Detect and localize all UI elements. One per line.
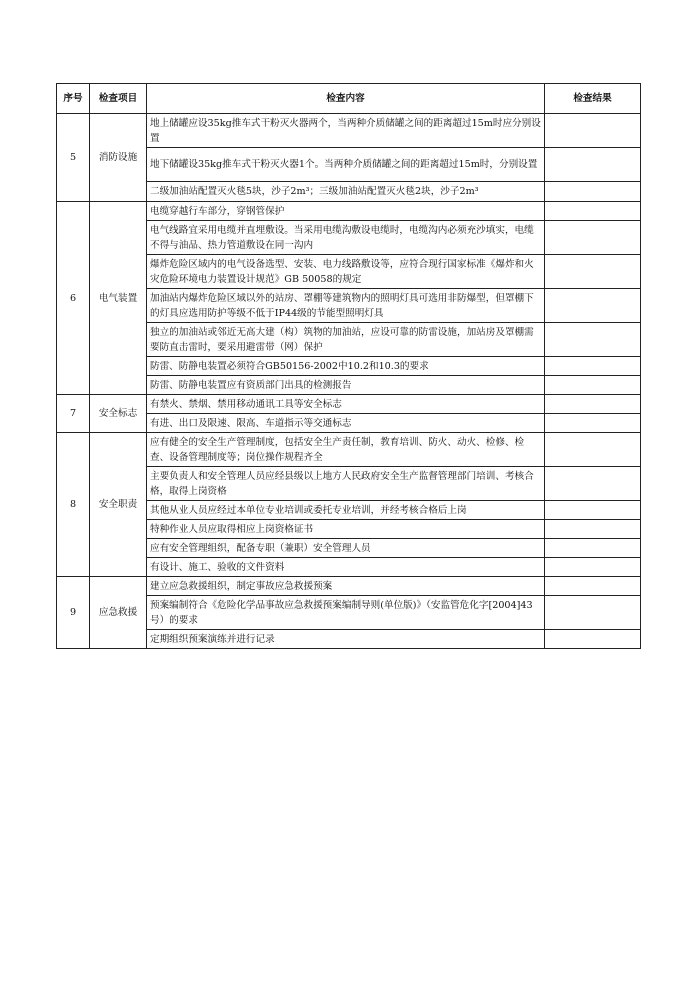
table-row (57, 395, 641, 414)
row-number: 8 (57, 433, 90, 577)
inspection-result-cell[interactable] (545, 433, 641, 467)
inspection-content: 电缆穿越行车部分，穿钢管保护 (147, 202, 545, 221)
row-number: 6 (57, 202, 90, 395)
inspection-item: 电气装置 (90, 202, 147, 395)
inspection-content: 电气线路宜采用电缆并直埋敷设。当采用电缆沟敷设电缆时，电缆沟内必须充沙填实，电缆不得与油品、热力管道敷设在同一沟内 (147, 221, 545, 255)
inspection-item: 应急救援 (90, 577, 147, 649)
header-num: 序号 (57, 84, 90, 114)
inspection-result-cell[interactable] (545, 630, 641, 649)
header-result: 检查结果 (545, 84, 641, 114)
inspection-result-cell[interactable] (545, 596, 641, 630)
inspection-result-cell[interactable] (545, 114, 641, 148)
table-row (57, 202, 641, 221)
inspection-result-cell[interactable] (545, 577, 641, 596)
inspection-content: 独立的加油站或邻近无高大建（构）筑物的加油站，应设可靠的防雷设施，加站房及罩棚需要防直击雷时，要采用避雷带（网）保护 (147, 323, 545, 357)
header-content: 检查内容 (147, 84, 545, 114)
inspection-result-cell[interactable] (545, 323, 641, 357)
inspection-content: 有禁火、禁烟、禁用移动通讯工具等安全标志 (147, 395, 545, 414)
inspection-result-cell[interactable] (545, 255, 641, 289)
row-number: 7 (57, 395, 90, 433)
inspection-result-cell[interactable] (545, 501, 641, 520)
inspection-item: 消防设施 (90, 114, 147, 202)
inspection-content: 其他从业人员应经过本单位专业培训或委托专业培训，并经考核合格后上岗 (147, 501, 545, 520)
header-row (57, 84, 641, 114)
inspection-content: 应有健全的安全生产管理制度，包括安全生产责任制，教育培训、防火、动火、检修、检查、设备管理制度等；岗位操作规程齐全 (147, 433, 545, 467)
inspection-content: 地上储罐应设35kg推车式干粉灭火器两个，当两种介质储罐之间的距离超过15m时应分别设置 (147, 114, 545, 148)
inspection-table (56, 83, 641, 649)
inspection-result-cell[interactable] (545, 395, 641, 414)
row-number: 5 (57, 114, 90, 202)
row-number: 9 (57, 577, 90, 649)
inspection-content: 防雷、防静电装置应有资质部门出具的检测报告 (147, 376, 545, 395)
header-item: 检查项目 (90, 84, 147, 114)
inspection-content: 建立应急救援组织，制定事故应急救援预案 (147, 577, 545, 596)
table-row (57, 577, 641, 596)
inspection-content: 防雷、防静电装置必须符合GB50156-2002中10.2和10.3的要求 (147, 357, 545, 376)
inspection-content: 预案编制符合《危险化学品事故应急救援预案编制导则(单位版)》（安监管危化字[2004]43号）的要求 (147, 596, 545, 630)
inspection-result-cell[interactable] (545, 520, 641, 539)
inspection-content: 有设计、施工、验收的文件资料 (147, 558, 545, 577)
inspection-result-cell[interactable] (545, 376, 641, 395)
inspection-result-cell[interactable] (545, 414, 641, 433)
inspection-result-cell[interactable] (545, 182, 641, 202)
inspection-content: 主要负责人和安全管理人员应经县级以上地方人民政府安全生产监督管理部门培训、考核合格，取得上岗资格 (147, 467, 545, 501)
inspection-result-cell[interactable] (545, 148, 641, 182)
table-body (57, 114, 641, 649)
inspection-item: 安全职责 (90, 433, 147, 577)
table-row (57, 114, 641, 148)
inspection-result-cell[interactable] (545, 202, 641, 221)
inspection-content: 特种作业人员应取得相应上岗资格证书 (147, 520, 545, 539)
inspection-content: 定期组织预案演练并进行记录 (147, 630, 545, 649)
inspection-result-cell[interactable] (545, 539, 641, 558)
inspection-result-cell[interactable] (545, 467, 641, 501)
inspection-result-cell[interactable] (545, 558, 641, 577)
inspection-item: 安全标志 (90, 395, 147, 433)
inspection-content: 应有安全管理组织，配备专职（兼职）安全管理人员 (147, 539, 545, 558)
inspection-content: 加油站内爆炸危险区域以外的站房、罩棚等建筑物内的照明灯具可选用非防爆型，但罩棚下的灯具应选用防护等级不低于IP44级的节能型照明灯具 (147, 289, 545, 323)
inspection-content: 有进、出口及限速、限高、车道指示等交通标志 (147, 414, 545, 433)
table-row (57, 433, 641, 467)
inspection-result-cell[interactable] (545, 289, 641, 323)
inspection-result-cell[interactable] (545, 221, 641, 255)
inspection-content: 二级加油站配置灭火毯5块，沙子2m³；三级加油站配置灭火毯2块，沙子2m³ (147, 182, 545, 202)
inspection-result-cell[interactable] (545, 357, 641, 376)
inspection-content: 爆炸危险区域内的电气设备选型、安装、电力线路敷设等，应符合现行国家标准《爆炸和火灾危险环境电力装置设计规范》GB 50058的规定 (147, 255, 545, 289)
inspection-content: 地下储罐设35kg推车式干粉灭火器1个。当两种介质储罐之间的距离超过15m时，分别设置 (147, 148, 545, 182)
